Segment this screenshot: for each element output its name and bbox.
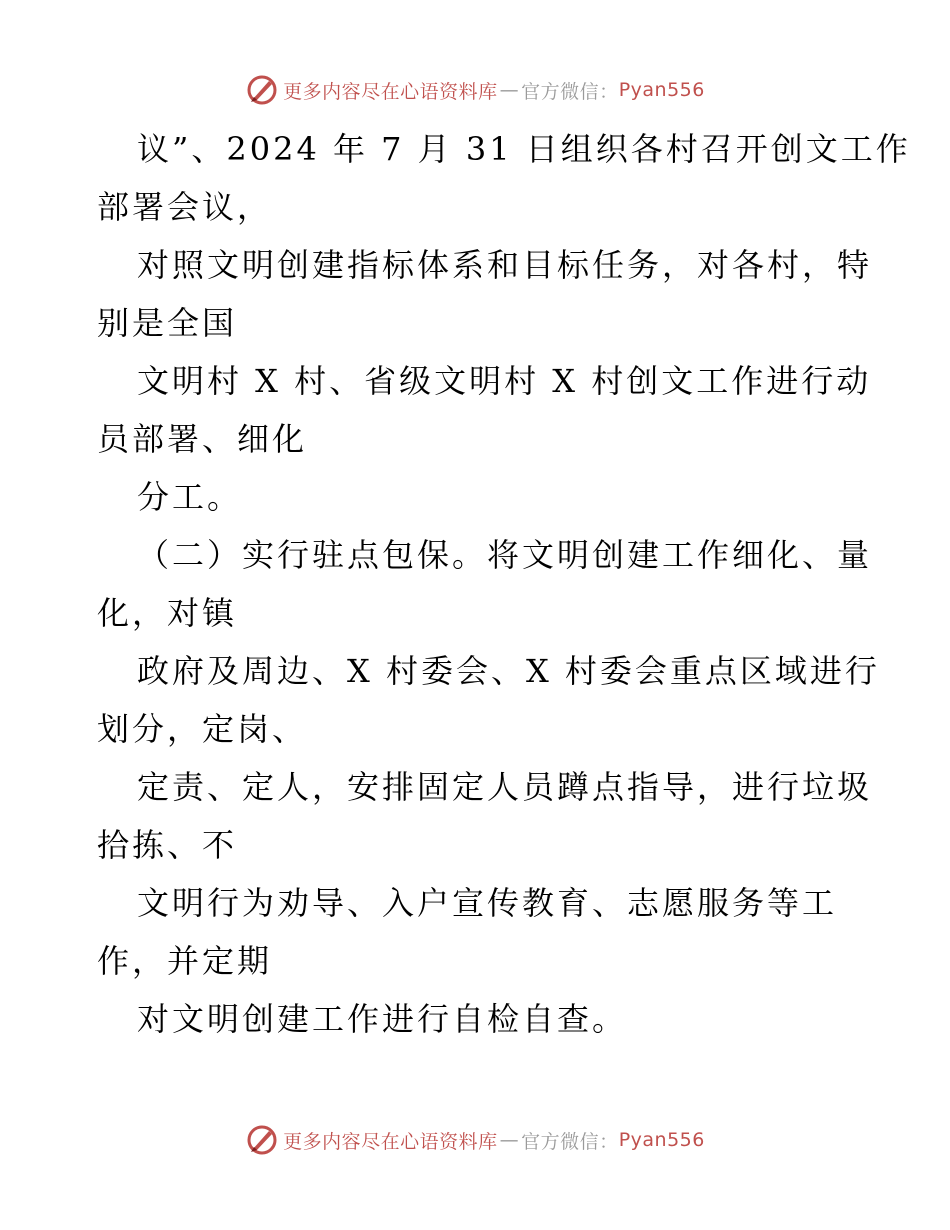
paragraph-line: 文明村 X 村、省级文明村 X 村创文工作进行动 <box>137 362 872 400</box>
paragraph-line: 员部署、细化 <box>97 420 308 458</box>
banner-main-text: 更多内容尽在心语资料库 <box>283 80 498 103</box>
banner-wechat-label: 官方微信： <box>521 80 619 103</box>
paragraph-line: 对文明创建工作进行自检自查。 <box>137 1000 628 1038</box>
banner-wechat-id: Pyan556 <box>618 79 705 101</box>
quill-logo-icon <box>245 1123 279 1157</box>
document-body <box>97 120 911 1048</box>
paragraph-line: （二）实行驻点包保。将文明创建工作细化、量 <box>137 536 873 574</box>
header-banner <box>0 70 950 110</box>
paragraph-line: 化，对镇 <box>97 594 238 632</box>
paragraph-line: 议”、2024 年 7 月 31 日组织各村召开创文工作 <box>137 130 911 168</box>
footer-banner <box>0 1120 950 1160</box>
paragraph-line: 别是全国 <box>97 304 238 342</box>
paragraph-line: 拾拣、不 <box>97 826 238 864</box>
paragraph-line: 划分，定岗、 <box>97 710 308 748</box>
banner-wechat-id: Pyan556 <box>618 1129 705 1151</box>
paragraph-line: 文明行为劝导、入户宣传教育、志愿服务等工 <box>137 884 838 922</box>
paragraph-line: 对照文明创建指标体系和目标任务，对各村，特 <box>137 246 873 284</box>
paragraph-line: 分工。 <box>137 478 243 516</box>
paragraph-line: 作，并定期 <box>97 942 273 980</box>
banner-separator: — <box>499 79 520 101</box>
paragraph-line: 定责、定人，安排固定人员蹲点指导，进行垃圾 <box>137 768 873 806</box>
quill-logo-icon <box>245 73 279 107</box>
banner-main-text: 更多内容尽在心语资料库 <box>283 1130 498 1153</box>
banner-separator: — <box>499 1129 520 1151</box>
paragraph-line: 政府及周边、X 村委会、X 村委会重点区域进行 <box>137 652 880 690</box>
banner-wechat-label: 官方微信： <box>521 1130 619 1153</box>
paragraph-line: 部署会议， <box>97 188 273 226</box>
